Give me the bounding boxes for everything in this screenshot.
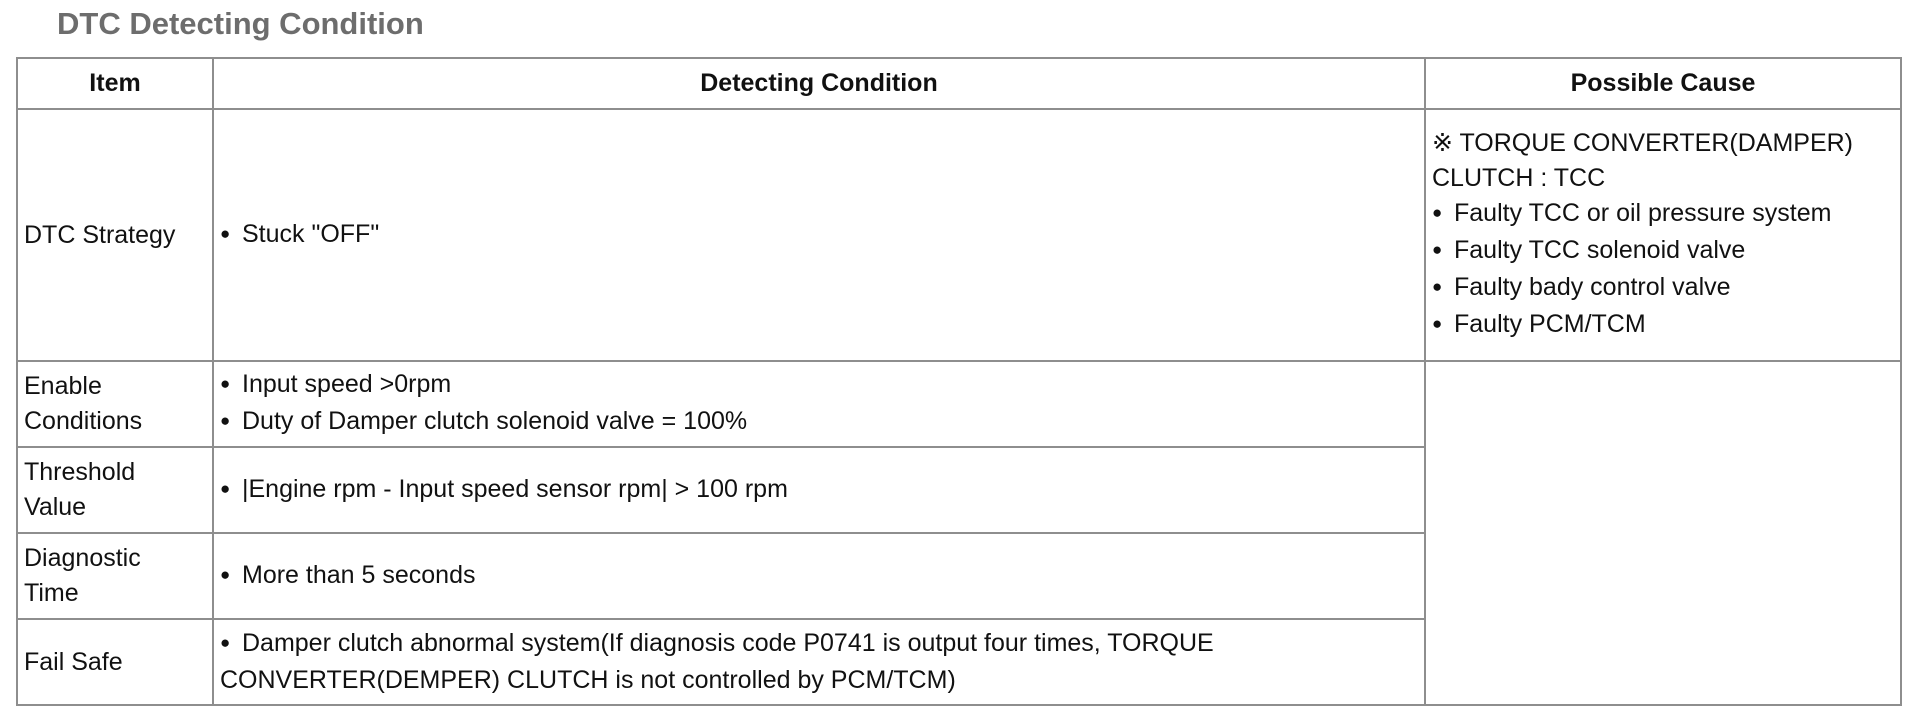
item-cell (17, 109, 213, 361)
page-title: DTC Detecting Condition (57, 6, 424, 41)
condition-text: ● |Engine rpm - Input speed sensor rpm| > 100 rpm (220, 472, 1418, 509)
item-label: Time (24, 579, 79, 607)
condition-text: ● Input speed >0rpm (220, 367, 1418, 404)
cause-bullet: ● Faulty bady control valve (1432, 270, 1894, 307)
item-label: Value (24, 493, 87, 521)
condition-text: ● Damper clutch abnormal system(If diagnosis code P0741 is output four times, TORQUE (220, 626, 1418, 663)
header-detecting-condition: Detecting Condition (213, 58, 1425, 109)
table-row-enable-conditions (17, 361, 1901, 447)
condition-text: ● Stuck "OFF" (220, 217, 1418, 254)
item-cell (17, 361, 213, 447)
item-label: Fail Safe (24, 647, 123, 676)
possible-cause-cell (1425, 109, 1901, 361)
cause-bullet: ● Faulty TCC solenoid valve (1432, 233, 1894, 270)
header-item: Item (17, 58, 213, 109)
table-row-dtc-strategy (17, 109, 1901, 361)
item-cell (17, 619, 213, 705)
item-cell (17, 533, 213, 619)
dtc-condition-table (16, 57, 1902, 706)
cause-note-line: ※ TORQUE CONVERTER(DAMPER) (1432, 129, 1853, 157)
table-header-row (17, 58, 1901, 109)
condition-cell (213, 361, 1425, 447)
cause-bullet: ● Faulty PCM/TCM (1432, 307, 1894, 344)
item-label: Diagnostic (24, 544, 141, 572)
possible-cause-empty-cell (1425, 361, 1901, 705)
item-label: Enable (24, 372, 102, 400)
cause-note-line: CLUTCH : TCC (1432, 164, 1606, 192)
condition-cell (213, 109, 1425, 361)
condition-cell (213, 533, 1425, 619)
condition-text: ● Duty of Damper clutch solenoid valve = 100% (220, 404, 1418, 441)
header-possible-cause: Possible Cause (1425, 58, 1901, 109)
condition-text: ● More than 5 seconds (220, 558, 1418, 595)
condition-cell (213, 447, 1425, 533)
cause-bullet: ● Faulty TCC or oil pressure system (1432, 196, 1894, 233)
condition-text-continued: CONVERTER(DEMPER) CLUTCH is not controlled by PCM/TCM) (220, 666, 956, 694)
item-label: Conditions (24, 407, 143, 435)
item-label: DTC Strategy (24, 220, 176, 249)
condition-cell (213, 619, 1425, 705)
item-cell (17, 447, 213, 533)
item-label: Threshold (24, 458, 136, 486)
